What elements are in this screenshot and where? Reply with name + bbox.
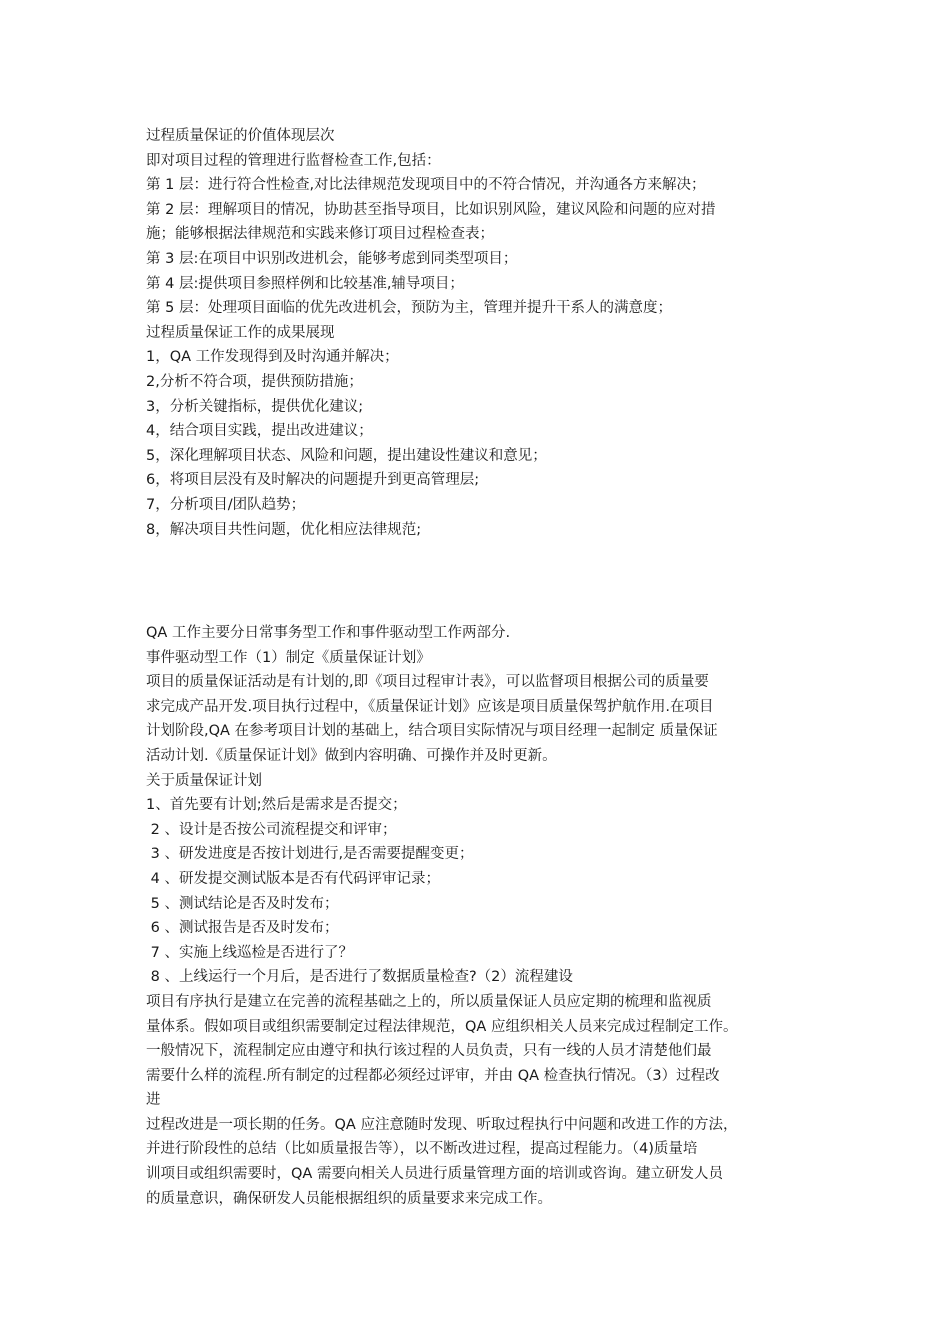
paragraph-line: 计划阶段,QA 在参考项目计划的基础上，结合项目实际情况与项目经理一起制定 质量保证 [146, 723, 718, 740]
paragraph-line: 一般情况下，流程制定应由遵守和执行该过程的人员负责，只有一线的人员才清楚他们最 [146, 1043, 712, 1060]
list-item: 1、首先要有计划;然后是需求是否提交； [146, 797, 407, 814]
section-title: 过程质量保证工作的成果展现 [146, 324, 335, 341]
list-item: 7，分析项目/团队趋势； [146, 496, 306, 513]
level-item: 第 1 层：进行符合性检查,对比法律规范发现项目中的不符合情况，并沟通各方来解决； [146, 177, 706, 194]
list-item: 3，分析关键指标，提供优化建议; [146, 398, 364, 415]
paragraph-line: 过程改进是一项长期的任务。QA 应注意随时发现、听取过程执行中问题和改进工作的方法， [146, 1116, 738, 1133]
paragraph-line: 进 [146, 1092, 161, 1109]
paragraph-line: 活动计划.《质量保证计划》做到内容明确、可操作并及时更新。 [146, 747, 557, 764]
paragraph-line: 求完成产品开发.项目执行过程中，《质量保证计划》应该是项目质量保驾护航作用.在项目 [146, 698, 714, 715]
level-item: 第 5 层：处理项目面临的优先改进机会，预防为主，管理并提升干系人的满意度； [146, 300, 672, 317]
list-item: 6 、测试报告是否及时发布； [146, 920, 339, 937]
paragraph-line: 项目有序执行是建立在完善的流程基础之上的，所以质量保证人员应定期的梳理和监视质 [146, 993, 712, 1010]
list-item: 5 、测试结论是否及时发布； [146, 895, 339, 912]
section-qa-work [146, 621, 818, 1211]
paragraph-line: 并进行阶段性的总结（比如质量报告等），以不断改进过程，提高过程能力。（4)质量培 [146, 1141, 698, 1158]
list-item: 4，结合项目实践，提出改进建议； [146, 423, 373, 440]
list-item: 2 、设计是否按公司流程提交和评审； [146, 821, 397, 838]
level-item: 第 4 层:提供项目参照样例和比较基准,辅导项目； [146, 275, 464, 292]
list-item: 7 、实施上线巡检是否进行了？ [146, 944, 353, 961]
list-item: 6，将项目层没有及时解决的问题提升到更高管理层; [146, 472, 480, 489]
paragraph-line: QA 工作主要分日常事务型工作和事件驱动型工作两部分. [146, 625, 511, 641]
section-title: 过程质量保证的价值体现层次 [146, 128, 335, 144]
list-item: 4 、研发提交测试版本是否有代码评审记录； [146, 870, 440, 887]
paragraph-line: 量体系。假如项目或组织需要制定过程法律规范，QA 应组织相关人员来完成过程制定工作。 [146, 1018, 738, 1035]
section-title: 关于质量保证计划 [146, 772, 262, 789]
list-item: 3 、研发进度是否按计划进行,是否需要提醒变更； [146, 846, 474, 863]
list-item: 5，深化理解项目状态、风险和问题，提出建设性建议和意见； [146, 447, 547, 464]
list-item: 8，解决项目共性问题，优化相应法律规范; [146, 521, 422, 538]
list-item: 1，QA 工作发现得到及时沟通并解决； [146, 349, 399, 366]
level-item-continued: 施；能够根据法律规范和实践来修订项目过程检查表； [146, 226, 494, 243]
section-qa-value [146, 124, 818, 542]
level-item: 第 3 层:在项目中识别改进机会，能够考虑到同类型项目； [146, 250, 518, 267]
list-item: 2,分析不符合项，提供预防措施； [146, 373, 363, 390]
paragraph-line: 的质量意识，确保研发人员能根据组织的质量要求来完成工作。 [146, 1190, 552, 1207]
level-item: 第 2 层：理解项目的情况，协助甚至指导项目，比如识别风险，建议风险和问题的应对措 [146, 201, 716, 218]
paragraph-line: 即对项目过程的管理进行监督检查工作,包括： [146, 152, 441, 169]
paragraph-line: 需要什么样的流程.所有制定的过程都必须经过评审，并由 QA 检查执行情况。（3）过程改 [146, 1067, 720, 1084]
list-item: 8 、上线运行一个月后，是否进行了数据质量检查?（2）流程建设 [146, 969, 573, 986]
paragraph-line: 事件驱动型工作（1）制定《质量保证计划》 [146, 649, 431, 666]
paragraph-line: 项目的质量保证活动是有计划的,即《项目过程审计表》，可以监督项目根据公司的质量要 [146, 674, 709, 691]
paragraph-line: 训项目或组织需要时，QA 需要向相关人员进行质量管理方面的培训或咨询。建立研发人员 [146, 1166, 723, 1183]
